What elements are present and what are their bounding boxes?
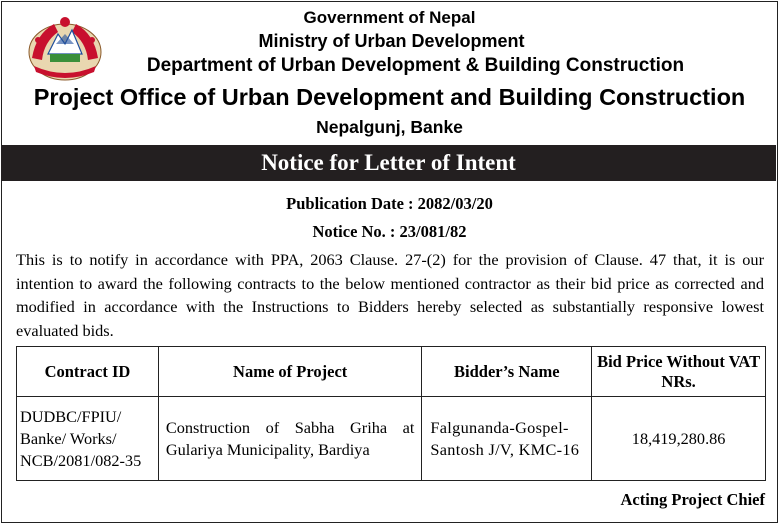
header-department: Department of Urban Development & Building Construction bbox=[146, 55, 685, 76]
notice-title: Notice for Letter of Intent bbox=[1, 145, 776, 181]
header-government: Government of Nepal bbox=[303, 8, 476, 27]
cell-contract-id: DUDBC/FPIU/ Banke/ Works/ NCB/2081/082-35 bbox=[17, 397, 159, 481]
notice-body: This is to notify in accordance with PPA, 2063 Clause. 27-(2) for the provision of Clause. 47 that, it is our intention to award the following contracts to the below mentioned contractor as their bid price as corrected and modified in accordance with the Instructions to Bidders hereby selected as substantially responsive lowest evaluated bids. bbox=[16, 250, 764, 340]
col-project-name: Name of Project bbox=[158, 347, 422, 397]
cell-bid-price: 18,419,280.86 bbox=[592, 397, 766, 481]
cell-bidder-name: Falgunanda-Gospel-Santosh J/V, KMC-16 bbox=[422, 397, 592, 481]
notice-number: Notice No. : 23/081/82 bbox=[312, 222, 467, 241]
header-ministry: Ministry of Urban Development bbox=[258, 31, 525, 51]
col-bid-price: Bid Price Without VAT NRs. bbox=[592, 347, 766, 397]
col-contract-id: Contract ID bbox=[17, 347, 159, 397]
signature: Acting Project Chief bbox=[620, 490, 765, 509]
cell-project-name: Construction of Sabha Griha at Gulariya Municipality, Bardiya bbox=[158, 397, 422, 481]
header-project-office: Project Office of Urban Development and Building Construction bbox=[33, 84, 746, 110]
col-bidder-name: Bidder’s Name bbox=[422, 347, 592, 397]
bid-table bbox=[16, 346, 766, 481]
publication-date: Publication Date : 2082/03/20 bbox=[286, 194, 493, 213]
table-header-row bbox=[17, 347, 766, 397]
header-location: Nepalgunj, Banke bbox=[316, 117, 463, 137]
table-row bbox=[17, 397, 766, 481]
